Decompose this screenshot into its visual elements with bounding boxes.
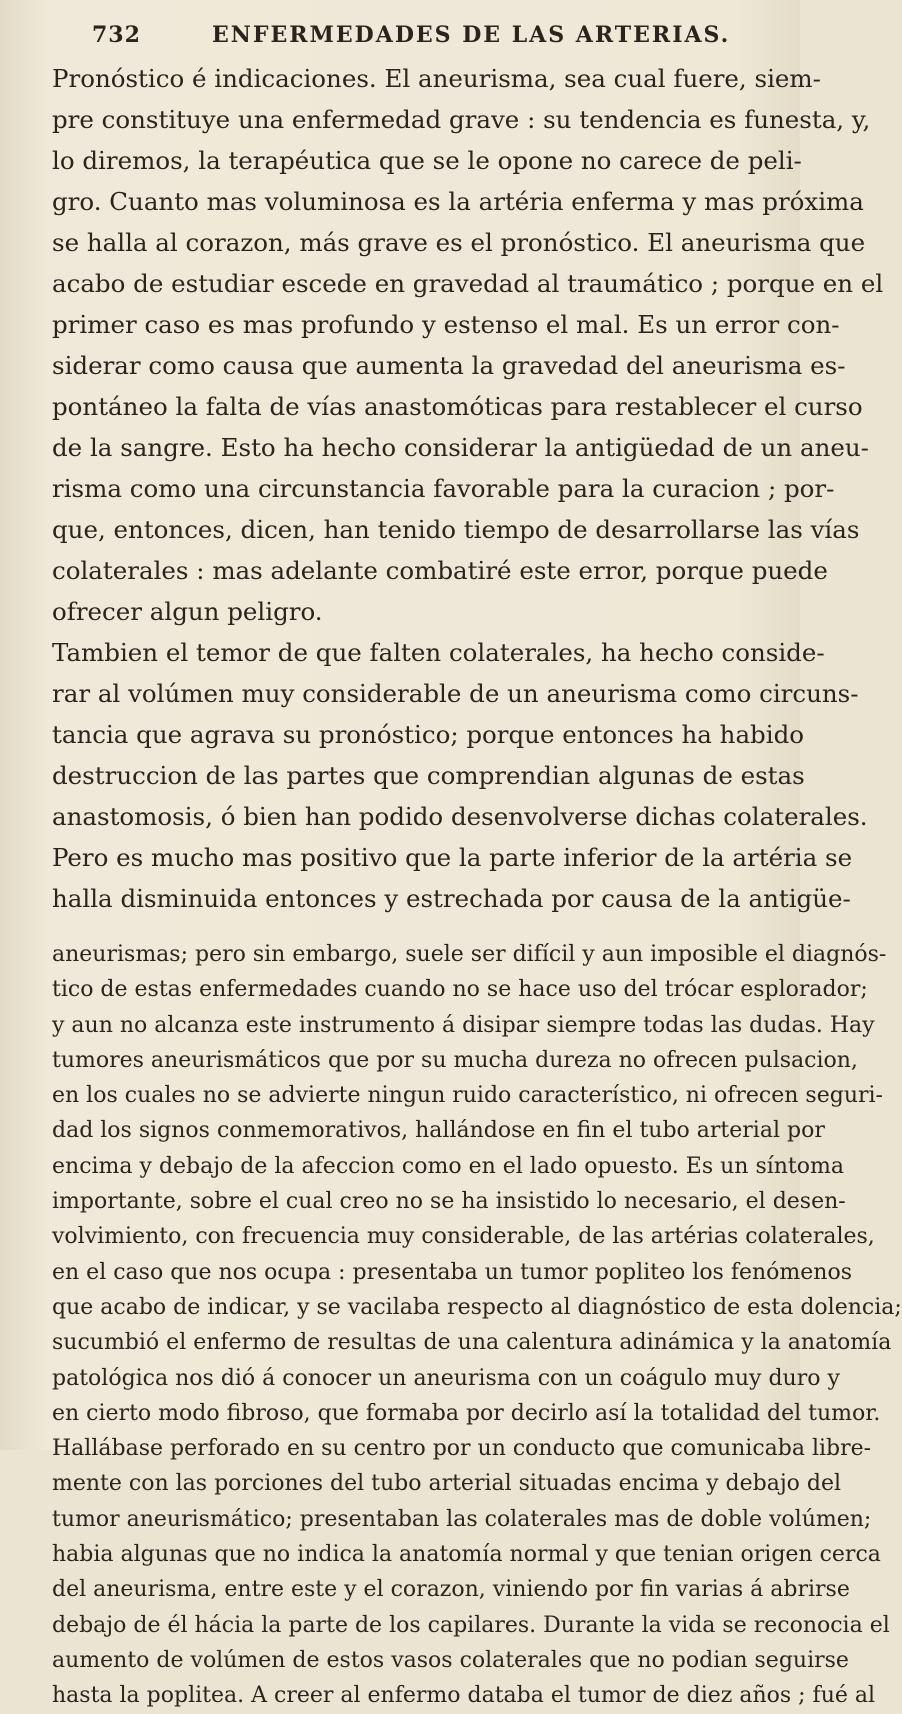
text-line: debajo de él hácia la parte de los capilares. Durante la vida se reconocia el	[52, 1612, 890, 1638]
text-line: ofrecer algun peligro.	[52, 597, 323, 626]
text-line: encima y debajo de la afeccion como en el lado opuesto. Es un síntoma	[52, 1153, 844, 1179]
paragraph-collaterals	[52, 632, 868, 919]
body-text	[52, 58, 902, 1714]
text-line: sucumbió el enfermo de resultas de una calentura adinámica y la anatomía	[52, 1330, 892, 1356]
text-line: pontáneo la falta de vías anastomóticas para restablecer el curso	[52, 392, 863, 421]
text-line: tumores aneurismáticos que por su mucha dureza no ofrecen pulsacion,	[52, 1047, 858, 1073]
text-line: Pero es mucho mas positivo que la parte inferior de la artéria se	[52, 843, 853, 872]
text-line: rar al volúmen muy considerable de un aneurisma como circuns-	[52, 679, 859, 708]
text-line: importante, sobre el cual creo no se ha insistido lo necesario, el desen-	[52, 1189, 846, 1215]
text-line: aneurismas; pero sin embargo, suele ser difícil y aun imposible el diagnós-	[52, 942, 887, 967]
text-line: pre constituye una enfermedad grave : su tendencia es funesta, y,	[52, 105, 871, 134]
text-line: en el caso que nos ocupa : presentaba un tumor popliteo los fenómenos	[52, 1259, 853, 1285]
text-line: primer caso es mas profundo y estenso el mal. Es un error con-	[52, 310, 840, 339]
text-line: y aun no alcanza este instrumento á disipar siempre todas las dudas. Hay	[52, 1012, 875, 1038]
bleed-through-gap	[52, 919, 772, 937]
text-line: aumento de volúmen de estos vasos colaterales que no podian seguirse	[52, 1647, 849, 1673]
text-line: gro. Cuanto mas voluminosa es la artéria enferma y mas próxima	[52, 187, 864, 216]
text-line: tico de estas enfermedades cuando no se hace uso del trócar esplorador;	[52, 977, 868, 1003]
text-line: habia algunas que no indica la anatomía normal y que tenian origen cerca	[52, 1542, 881, 1568]
text-line: siderar como causa que aumenta la gravedad del aneurisma es-	[52, 351, 846, 380]
text-line: en los cuales no se advierte ningun ruido característico, ni ofrecen seguri-	[52, 1083, 883, 1109]
text-line: que, entonces, dicen, han tenido tiempo de desarrollarse las vías	[52, 515, 860, 544]
text-line: tancia que agrava su pronóstico; porque entonces ha habido	[52, 720, 804, 749]
page-number: 732	[92, 22, 141, 48]
text-line: Pronóstico é indicaciones. El aneurisma, sea cual fuere, siem-	[52, 64, 821, 93]
text-line: Hallábase perforado en su centro por un conducto que comunicaba libre-	[52, 1436, 872, 1462]
text-line: halla disminuida entonces y estrechada por causa de la antigüe-	[52, 884, 851, 913]
text-line: acabo de estudiar escede en gravedad al traumático ; porque en el	[52, 269, 884, 298]
running-head: ENFERMEDADES DE LAS ARTERIAS.	[212, 22, 731, 48]
paragraph-diagnosis	[52, 937, 902, 1714]
text-line: anastomosis, ó bien han podido desenvolverse dichas colaterales.	[52, 802, 868, 831]
text-line: risma como una circunstancia favorable para la curacion ; por-	[52, 474, 835, 503]
page-header	[92, 22, 732, 52]
text-line: destruccion de las partes que comprendian algunas de estas	[52, 761, 805, 790]
text-line: en cierto modo fibroso, que formaba por decirlo así la totalidad del tumor.	[52, 1400, 881, 1426]
text-line: lo diremos, la terapéutica que se le opone no carece de peli-	[52, 146, 802, 175]
text-line: mente con las porciones del tubo arterial situadas encima y debajo del	[52, 1471, 842, 1497]
text-line: patológica nos dió á conocer un aneurisma con un coágulo muy duro y	[52, 1365, 840, 1391]
text-line: del aneurisma, entre este y el corazon, viniendo por fin varias á abrirse	[52, 1577, 850, 1603]
text-line: dad los signos conmemorativos, hallándose en fin el tubo arterial por	[52, 1118, 825, 1144]
text-line: de la sangre. Esto ha hecho considerar la antigüedad de un aneu-	[52, 433, 869, 462]
text-line: tumor aneurismático; presentaban las colaterales mas de doble volúmen;	[52, 1506, 872, 1532]
text-line: se halla al corazon, más grave es el pronóstico. El aneurisma que	[52, 228, 866, 257]
paragraph-prognosis	[52, 58, 884, 632]
text-line: colaterales : mas adelante combatiré este error, porque puede	[52, 556, 828, 585]
text-line: hasta la poplitea. A creer al enfermo databa el tumor de diez años ; fué al	[52, 1683, 876, 1709]
text-line: volvimiento, con frecuencia muy considerable, de las artérias colaterales,	[52, 1224, 875, 1250]
text-line: Tambien el temor de que falten colaterales, ha hecho conside-	[52, 638, 825, 667]
text-line: que acabo de indicar, y se vacilaba respecto al diagnóstico de esta dolencia;	[52, 1294, 902, 1320]
